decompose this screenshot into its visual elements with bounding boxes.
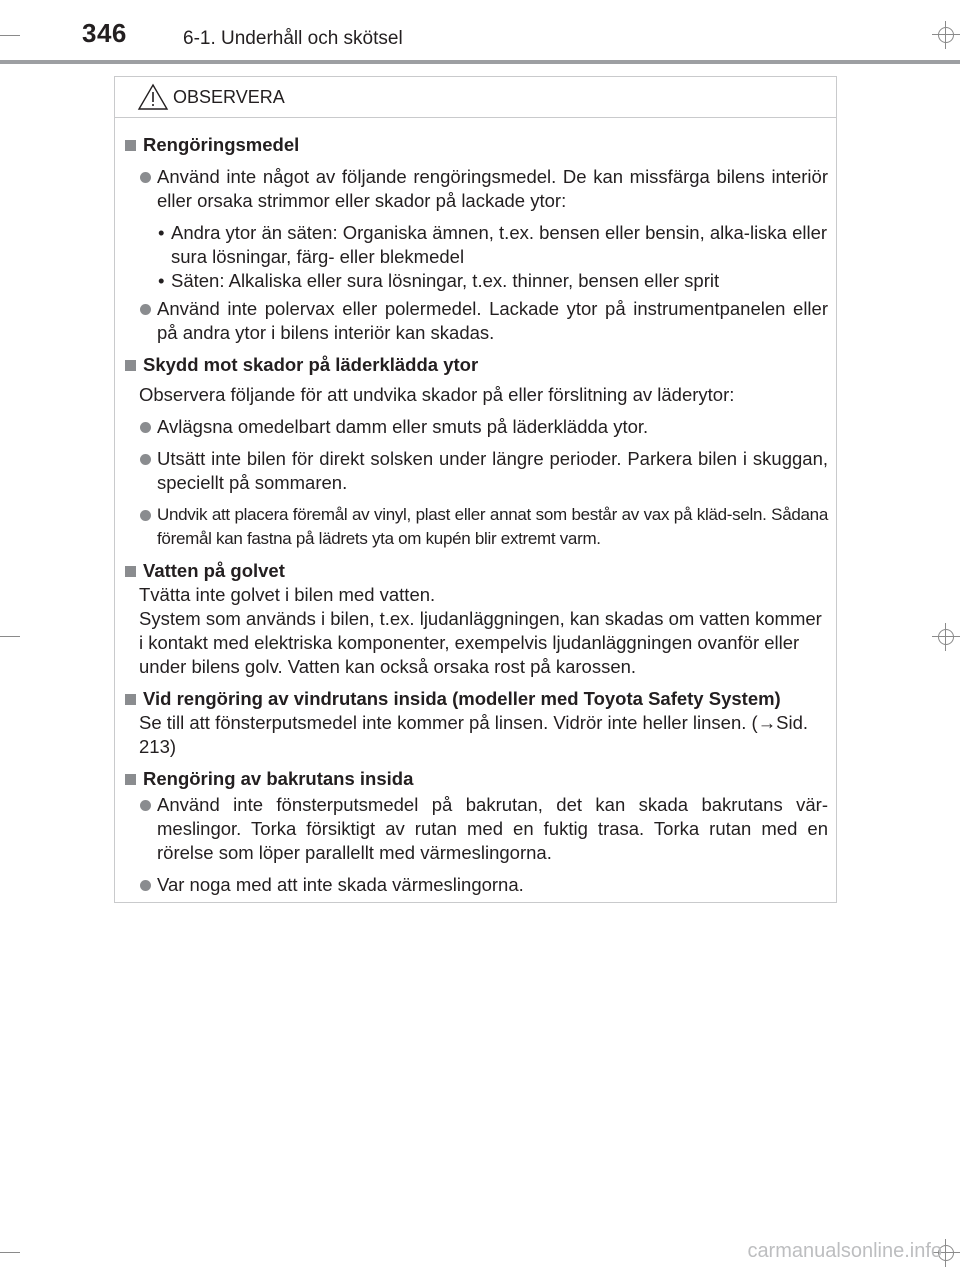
section-heading: Rengöring av bakrutans insida (125, 767, 828, 791)
paragraph: Se till att fönsterputsmedel inte kommer på linsen. Vidrör inte heller linsen. (→Sid. 213) (139, 712, 809, 757)
sub-item: • Säten: Alkaliska eller sura lösningar, t.ex. thinner, bensen eller sprit (158, 270, 720, 291)
round-bullet-icon (140, 880, 151, 891)
header-rule (0, 60, 960, 64)
bullet-item: Använd inte polervax eller polermedel. Lackade ytor på instrumentpanelen eller på andra ytor i bilens interiör kan skadas. (125, 297, 828, 345)
section-title: 6-1. Underhåll och skötsel (183, 28, 403, 49)
crop-mark (0, 1252, 20, 1253)
registration-mark-icon (932, 623, 960, 651)
caution-box (114, 76, 837, 903)
watermark: carmanualsonline.info (747, 1240, 942, 1262)
section-heading: Vatten på golvet (125, 559, 828, 583)
square-bullet-icon (125, 694, 136, 705)
square-bullet-icon (125, 360, 136, 371)
caution-header (115, 77, 836, 118)
bullet-item: Undvik att placera föremål av vinyl, plast eller annat som består av vax på kläd-seln. Sådana föremål kan fastna på lädrets yta om kupén blir extremt varm. (125, 503, 828, 551)
bullet-item: Var noga med att inte skada värmeslingorna. (125, 873, 828, 897)
round-bullet-icon (140, 454, 151, 465)
round-bullet-icon (140, 172, 151, 183)
bullet-item: Använd inte fönsterputsmedel på bakrutan, det kan skada bakrutans vär-meslingor. Torka försiktigt av rutan med en fuktig trasa. Torka rutan med en rörelse som löper parallellt med värmeslingorna. (125, 793, 828, 865)
crop-mark (0, 636, 20, 637)
caution-title: OBSERVERA (173, 87, 285, 107)
bullet-item: Avlägsna omedelbart damm eller smuts på läderklädda ytor. (125, 415, 828, 439)
bullet-item: Utsätt inte bilen för direkt solsken under längre perioder. Parkera bilen i skuggan, speciellt på sommaren. (125, 447, 828, 495)
round-bullet-icon (140, 800, 151, 811)
round-bullet-icon (140, 304, 151, 315)
registration-mark-icon (932, 21, 960, 49)
caution-content (125, 133, 828, 897)
section-heading: Rengöringsmedel (125, 133, 828, 157)
round-bullet-icon (140, 510, 151, 521)
sub-item: • Andra ytor än säten: Organiska ämnen, t.ex. bensen eller bensin, alka-liska eller sura lösningar, färg- eller blekmedel (158, 222, 828, 267)
dot-marker-icon: • (158, 270, 165, 291)
section-heading: Vid rengöring av vindrutans insida (modeller med Toyota Safety System) (125, 687, 828, 711)
section-heading: Skydd mot skador på läderklädda ytor (125, 353, 828, 377)
square-bullet-icon (125, 140, 136, 151)
dot-marker-icon: • (158, 222, 165, 243)
paragraph: Observera följande för att undvika skador på eller förslitning av läderytor: (139, 384, 735, 405)
crop-mark (0, 35, 20, 36)
page-number: 346 (82, 18, 127, 48)
bullet-item: Använd inte något av följande rengöringsmedel. De kan missfärga bilens interiör eller orsaka strimmor eller skador på lackade ytor: (125, 165, 828, 213)
warning-triangle-icon (137, 83, 169, 111)
round-bullet-icon (140, 422, 151, 433)
paragraph: Tvätta inte golvet i bilen med vatten. (139, 584, 436, 605)
square-bullet-icon (125, 566, 136, 577)
paragraph: System som används i bilen, t.ex. ljudanläggningen, kan skadas om vatten kommer i kontakt med elektriska komponenter, exempelvis ljudanläggningen ovanför eller under bilens golv. Vatten kan också orsaka rost på karossen. (139, 608, 822, 677)
square-bullet-icon (125, 774, 136, 785)
